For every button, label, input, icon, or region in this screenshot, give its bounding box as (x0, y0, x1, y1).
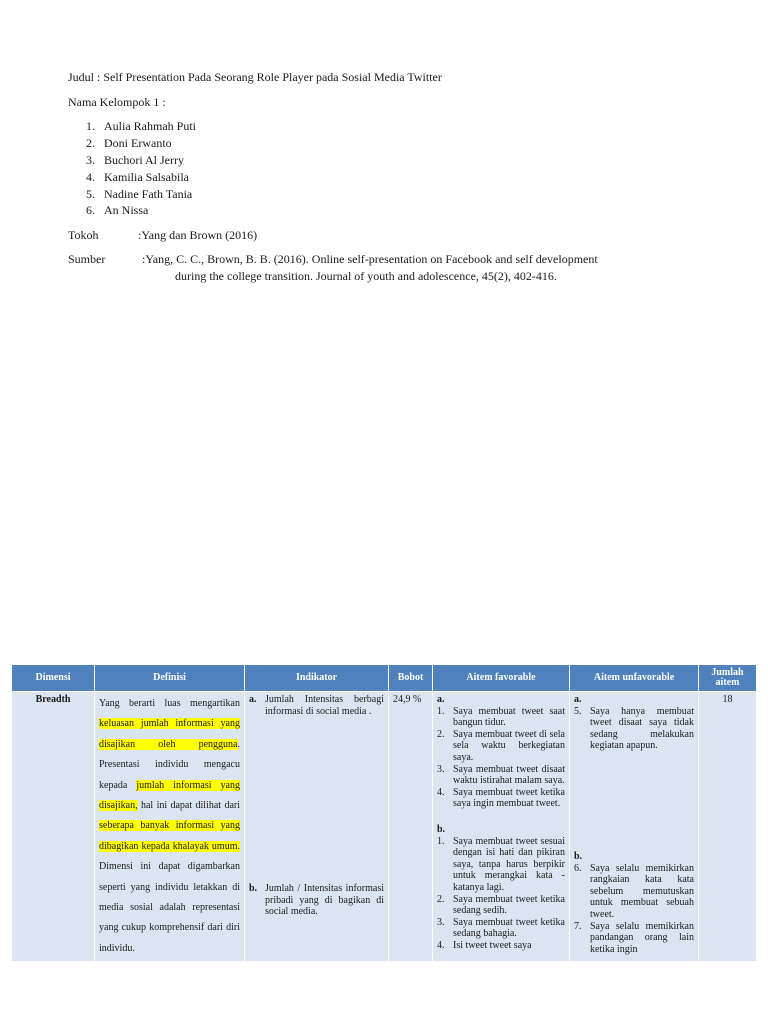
tokoh-value: :Yang dan Brown (2016) (138, 228, 258, 242)
list-item: 2. Saya membuat tweet ketika sedang sedih. (437, 893, 565, 917)
tokoh-label: Tokoh (68, 228, 99, 242)
unfavorable-cell (570, 692, 699, 962)
dimensi-cell: Breadth (12, 692, 95, 962)
member-list (86, 118, 196, 219)
definisi-cell (95, 692, 245, 962)
list-item: 6. Saya selalu memikirkan rangkaian kata kata sebelum memutuskan untuk membuat sebuah tweet. (574, 862, 694, 920)
judul-label: Judul (68, 70, 95, 84)
kelompok-heading: Nama Kelompok 1 : (68, 95, 166, 109)
unfavorable-group-a: a. (574, 694, 582, 705)
favorable-cell (433, 692, 570, 962)
sumber-value: :Yang, C. C., Brown, B. B. (2016). Online self-presentation on Facebook and self development (142, 252, 598, 266)
list-item: 5. Saya hanya membuat tweet disaat saya tidak sedang melakukan kegiatan apapun. (574, 705, 694, 752)
list-item: 7. Saya selalu memikirkan pandangan orang lain ketika ingin (574, 920, 694, 955)
list-item: 4. Isi tweet tweet saya (437, 939, 532, 951)
table-header-row (12, 665, 757, 692)
indikator-item: a. Jumlah Intensitas berbagi informasi di social media . (249, 694, 384, 717)
unfavorable-group-b: b. (574, 850, 583, 862)
list-item: 3. Saya membuat tweet ketika sedang bahagia. (437, 916, 565, 940)
col-header: Aitem unfavorable (570, 665, 699, 692)
col-header: Indikator (245, 665, 389, 692)
sumber-line (68, 252, 598, 267)
list-item: 1. Saya membuat tweet sesuai dengan isi hati dan pikiran saya, tanpa harus berpikir untuk merangkai kata - katanya lagi. (437, 835, 565, 893)
blueprint-table (11, 664, 756, 1024)
member-item: 3. Buchori Al Jerry (86, 152, 184, 167)
favorable-group-b: b. (437, 823, 446, 835)
member-item: 4. Kamilia Salsabila (86, 169, 189, 184)
list-item: 2. Saya membuat tweet di sela sela waktu berkegiatan saya. (437, 728, 565, 763)
sumber-label: Sumber (68, 252, 106, 266)
member-item: 1. Aulia Rahmah Puti (86, 119, 196, 133)
member-item: 2. Doni Erwanto (86, 135, 172, 150)
list-item: 3. Saya membuat tweet disaat waktu istirahat malam saya. (437, 763, 565, 787)
col-header: Jumlah aitem (699, 665, 757, 692)
col-header: Aitem favorable (433, 665, 570, 692)
bobot-cell: 24,9 % (389, 692, 433, 962)
sumber-continuation: during the college transition. Journal of youth and adolescence, 45(2), 402-416. (175, 269, 557, 283)
jumlah-cell: 18 (699, 692, 757, 962)
col-header: Bobot (389, 665, 433, 692)
indikator-item: b. Jumlah / Intensitas informasi pribadi yang di bagikan di social media. (249, 883, 384, 918)
list-item: 4. Saya membuat tweet ketika saya ingin membuat tweet. (437, 786, 565, 810)
judul-line (68, 70, 442, 85)
favorable-group-a: a. (437, 694, 445, 705)
judul-value: : Self Presentation Pada Seorang Role Player pada Sosial Media Twitter (97, 70, 442, 84)
indikator-cell (245, 692, 389, 962)
member-item: 6. An Nissa (86, 203, 149, 218)
list-item: 1. Saya membuat tweet saat bangun tidur. (437, 705, 565, 729)
col-header: Definisi (95, 665, 245, 692)
tokoh-line (68, 228, 257, 243)
definisi-text: Yang berarti luas mengartikan keluasan jumlah informasi yang disajikan oleh pengguna. Presentasi individu mengacu kepada jumlah informasi yang disajikan, hal ini dapat dilihat dari seberapa banyak informasi yang dibagikan kepada khalayak umum. Dimensi ini dapat digambarkan seperti yang individu letakkan di media sosial adalah representasi yang cukup komprehensif dari diri individu. (99, 698, 240, 954)
table-row (12, 692, 757, 962)
col-header: Dimensi (12, 665, 95, 692)
member-item: 5. Nadine Fath Tania (86, 186, 193, 201)
